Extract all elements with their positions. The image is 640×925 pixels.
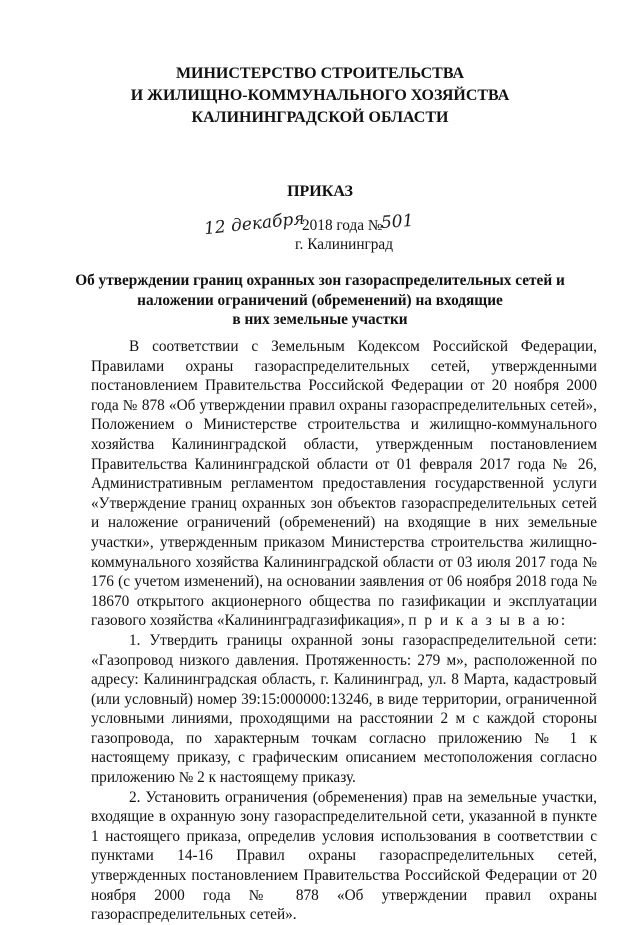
order-city: г. Калининград xyxy=(295,236,393,253)
decree-word: п р и к а з ы в а ю: xyxy=(408,612,568,630)
item-2-paragraph: 2. Установить ограничения (обременения) прав на земельные участки, входящие в охранную зону газораспределительной сети, указанной в пункте 1 настоящего приказа, определив условия использования в соответствии с пунктами 14-16 Правил охраны газораспределительных сетей, утвержденных постановлением Правительства Российской Федерации от 20 ноября 2000 года № 878 «Об утверждении правил охраны газораспределительных сетей». xyxy=(91,788,597,924)
order-subject-line-3: в них земельные участки xyxy=(232,311,408,328)
ministry-header xyxy=(0,63,640,129)
preamble-text: В соответствии с Земельным Кодексом Российской Федерации, Правилами охраны газораспределительных сетей, утвержденными постановлением Правительства Российской Федерации от 20 ноября 2000 года № 878 «Об утверждении правил охраны газораспределительных сетей», Положением о Министерстве строительства и жилищно-коммунального хозяйства Калининградской области, утвержденным постановлением Правительства Калининградской области от 01 февраля 2017 года № 26, Административным регламентом предоставления государственной услуги «Утверждение границ охранных зон объектов газораспределительных сетей и наложение ограничений (обременений) на входящие в них земельные участки», утвержденным приказом Министерства строительства жилищно-коммунального хозяйства Калининградской области от 03 июля 2017 года № 176 (с учетом изменений), на основании заявления от 06 ноября 2018 года № 18670 открытого акционерного общества по газификации и эксплуатации газового хозяйства «Калининградгазификация», xyxy=(91,338,597,630)
order-body xyxy=(91,337,597,925)
order-subject-line-2: наложении ограничений (обременений) на входящие xyxy=(137,291,503,309)
order-title: ПРИКАЗ xyxy=(287,183,353,200)
ministry-header-line-3: КАЛИНИНГРАДСКОЙ ОБЛАСТИ xyxy=(191,109,449,126)
preamble-paragraph xyxy=(91,337,597,631)
ministry-header-line-1: МИНИСТЕРСТВО СТРОИТЕЛЬСТВА xyxy=(175,65,465,82)
handwritten-order-number: 501 xyxy=(380,210,415,234)
order-year-text: 2018 года № xyxy=(302,217,383,234)
item-1-paragraph: 1. Утвердить границы охранной зоны газораспределительной сети: «Газопровод низкого давления. Протяженность: 279 м», расположенной по адресу: Калининградская область, г. Калининград, ул. 8 Марта, кадастровый (или условный) номер 39:15:000000:13246, в виде территории, ограниченной условными линиями, проходящими на расстоянии 2 м с каждой стороны газопровода, по характерным точкам согласно приложению № 1 к настоящему приказу, с графическим описанием местоположения согласно приложению № 2 к настоящему приказу. xyxy=(91,631,597,787)
ministry-header-line-2: И ЖИЛИЩНО-КОММУНАЛЬНОГО ХОЗЯЙСТВА xyxy=(130,87,510,104)
order-subject xyxy=(0,271,640,330)
handwritten-date: 12 декабря xyxy=(203,208,306,240)
order-subject-line-1: Об утверждении границ охранных зон газораспределительных сетей и xyxy=(75,272,565,289)
